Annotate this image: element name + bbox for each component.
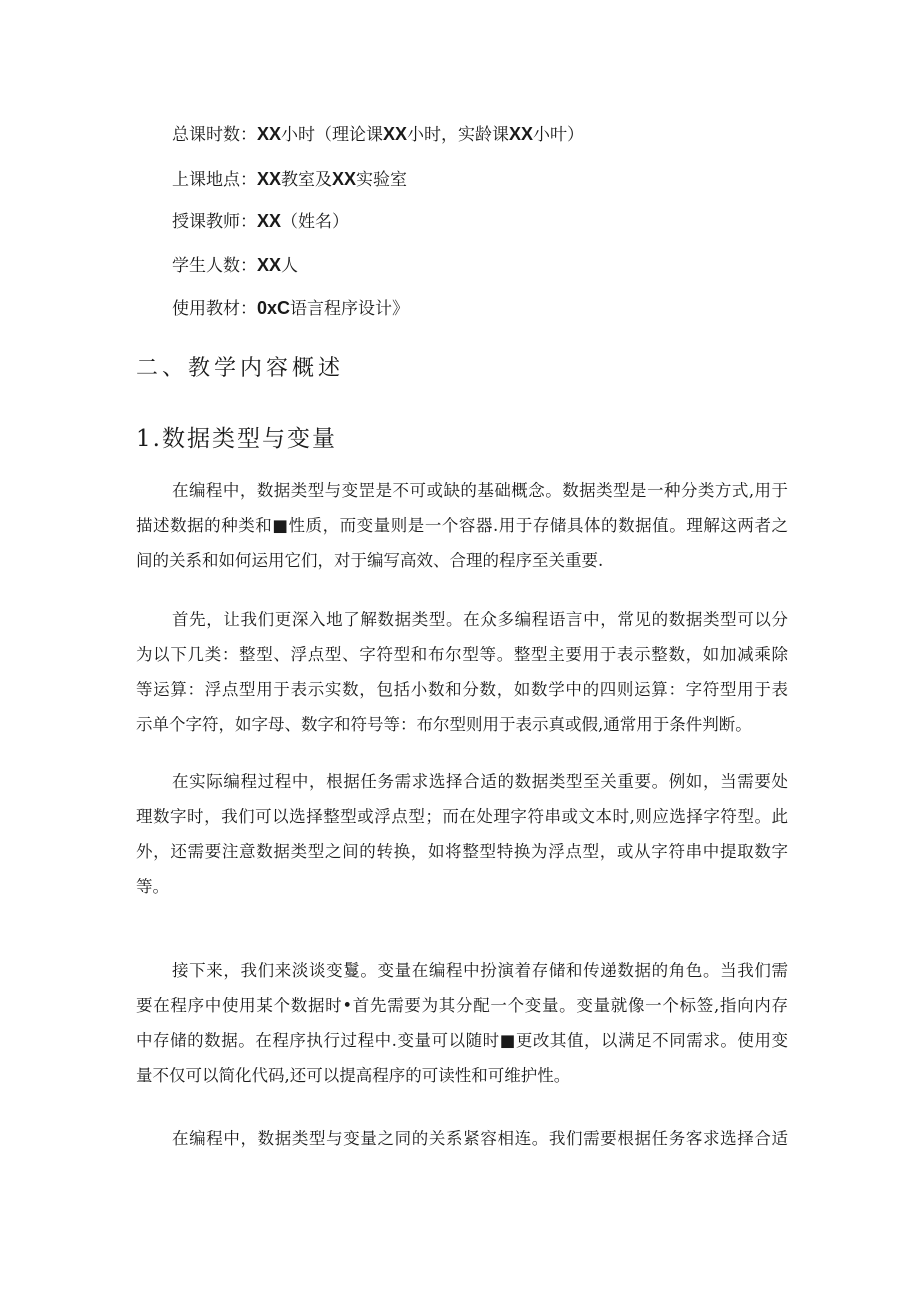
paragraph-line: 等运算：浮点型用于表示实数，包括小数和分数，如数学中的四则运算：字符型用于表	[136, 680, 788, 699]
course-location-line	[172, 168, 407, 191]
paragraph-line: 接下来，我们来淡谈变鬘。变量在编程中扮演着存储和传递数据的角色。当我们需	[172, 961, 788, 980]
theory-hours-value: XX	[383, 124, 408, 144]
lab-value: XX	[332, 169, 357, 189]
paragraph	[136, 473, 788, 578]
paragraph-line: 理数字时，我们可以选择整型或浮点型；而在处理字符串或文本时,则应选择字符型。此	[136, 807, 788, 826]
course-hours-text: 小时，实龄课	[407, 125, 510, 145]
paragraph	[136, 764, 788, 904]
paragraph-line: 要在程序中使用某个数据时•首先需要为其分配一个变量。变量就像一个标签,指向内存	[136, 996, 788, 1015]
teacher-label: 授课教师：	[172, 212, 257, 232]
course-hours-text: 小时（理论课	[281, 125, 384, 145]
paragraph-line: 等。	[136, 877, 169, 896]
paragraph-line: 在编程中，数据类型与变量之同的关系紧容相连。我们需要根据任务客求选择合适	[172, 1129, 788, 1148]
teacher-line	[172, 210, 349, 233]
textbook-text: 语言程序设计》	[290, 299, 410, 319]
paragraph-line: 量不仅可以简化代码,还可以提高程序的可读性和可维护性。	[136, 1066, 571, 1085]
paragraph	[136, 1121, 788, 1156]
paragraph-line: 示单个字符，如字母、数字和符号等：布尔型则用于表示真或假,通常用于条件判断。	[136, 715, 752, 734]
paragraph	[136, 602, 788, 742]
paragraph-line: 在编程中，数据类型与变罡是不可或缺的基础概念。数据类型是一种分类方式,用于	[172, 481, 788, 500]
textbook-line	[172, 297, 409, 320]
students-value: XX	[257, 255, 282, 275]
subsection-heading: 1.数据类型与变量	[136, 426, 337, 452]
lab-hours-value: XX	[509, 124, 534, 144]
teacher-value: XX	[257, 211, 282, 231]
course-location-text: 教室及	[281, 170, 333, 190]
course-hours-value: XX	[257, 124, 282, 144]
course-hours-text: 小叶）	[533, 125, 585, 145]
paragraph-line: 在实际编程过程中，根据任务需求选择合适的数据类型至关重要。例如，当需要处	[172, 772, 788, 791]
paragraph-line: 外，还需要注意数据类型之间的转换，如将整型特换为浮点型，或从字符串中提取数字	[136, 842, 788, 861]
paragraph-line: 首先，让我们更深入地了解数据类型。在众多编程语言中，常见的数据类型可以分	[172, 610, 788, 629]
textbook-label: 使用教材：	[172, 299, 257, 319]
paragraph	[136, 953, 788, 1093]
paragraph-line: 中存储的数据。在程序执行过程中.变量可以随时■更改其值，以满足不同需求。使用变	[136, 1031, 788, 1050]
teacher-text: （姓名）	[281, 212, 350, 232]
classroom-value: XX	[257, 169, 282, 189]
students-text: 人	[281, 256, 299, 276]
course-location-label: 上课地点：	[172, 170, 257, 190]
paragraph-line: 描述数据的种类和■性质，而变量则是一个容器.用于存储具体的数据值。理解这两者之	[136, 516, 788, 535]
course-location-text: 实验室	[356, 170, 408, 190]
students-line	[172, 254, 298, 277]
paragraph-line: 为以下几类：整型、浮点型、字符型和布尔型等。整型主要用于表示整数，如加减乘除	[136, 645, 788, 664]
course-hours-label: 总课时数：	[172, 125, 257, 145]
section-heading: 二、教学内容概述	[136, 356, 345, 381]
textbook-value: 0xC	[257, 298, 291, 318]
paragraph-line: 间的关系和如何运用它们，对于编写高效、合理的程序至关重要.	[136, 551, 604, 570]
course-hours-line	[172, 123, 584, 146]
students-label: 学生人数：	[172, 256, 257, 276]
